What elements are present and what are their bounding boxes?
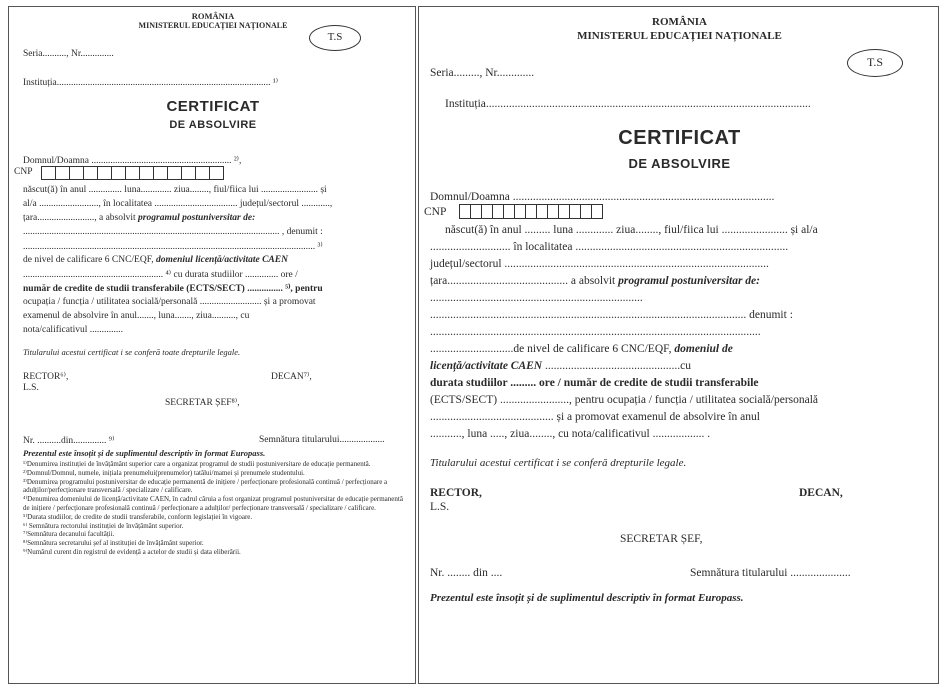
europass-statement: Prezentul este însoțit și de suplimentul descriptiv în format Europass. bbox=[430, 592, 744, 604]
footnote-item: ⁴⁾Denumirea domeniului de licență/activitate CAEN, în cadrul căruia a fost organizat programul postuniversitar de educație permanentă de inițiere / perfecționare profesională continuă / perfecționare a adulților/ perfecționare transversală / specializare / calificare. bbox=[23, 495, 403, 512]
holder-name-line: Domnul/Doamna ........................................................................................... bbox=[430, 191, 775, 203]
program-name-line: ............................................................................................................ , denumit : bbox=[23, 227, 323, 237]
rights-statement: Titularului acestui certificat i se conferă drepturile legale. bbox=[430, 457, 687, 469]
qualification-level-line: .............................de nivel de calificare 6 CNC/EQF, domeniul de bbox=[430, 343, 733, 355]
rights-statement: Titularului acestui certificat i se conferă toate drepturile legale. bbox=[23, 347, 241, 357]
qualification-level-line: de nivel de calificare 6 CNC/EQF, domeniul licență/activitate CAEN bbox=[23, 255, 288, 265]
parent-locality-line: al/a ........................., în localitatea ................................... județul/sectorul ............, bbox=[23, 199, 333, 209]
exam-line: ........................................... și a promovat examenul de absolvire în anul bbox=[430, 411, 760, 423]
footnote-item: ⁸⁾Semnătura secretarului șef al instituției de învățământ superior. bbox=[23, 539, 204, 548]
footnotes bbox=[23, 460, 409, 557]
ministry-heading: MINISTERUL EDUCAȚIEI NAȚIONALE bbox=[577, 30, 782, 42]
seal-label: L.S. bbox=[23, 383, 39, 393]
footnote-item: ⁶⁾ Semnătura rectorului instituției de învățământ superior. bbox=[23, 521, 184, 530]
chief-secretary-label: SECRETAR ȘEF, bbox=[620, 533, 703, 545]
institution-line: Instituția................................................................................................................. bbox=[445, 98, 811, 110]
holder-name-line: Domnul/Doamna ........................................................... ²⁾, bbox=[23, 156, 242, 166]
rector-label: RECTOR⁶⁾, bbox=[23, 372, 69, 382]
credits-line: (ECTS/SECT) ........................, pentru ocupația / funcția / utilitatea socială/personală bbox=[430, 394, 819, 406]
seal-label: L.S. bbox=[430, 501, 450, 513]
certificate-subtitle: DE ABSOLVIRE bbox=[628, 156, 731, 171]
footnote-item: ⁷⁾Semnătura decanului facultății. bbox=[23, 530, 115, 539]
institution-line: Instituția.......................................................................................... ¹⁾ bbox=[23, 78, 279, 88]
cnp-boxes bbox=[459, 204, 602, 219]
footnote-item: ³⁾Denumirea programului postuniversitar de educație permanentă de inițiere / perfecționare profesională continuă / perfecționare a adulților/perfecționare transversală / specializare / calificare. bbox=[23, 477, 388, 495]
country-heading: ROMÂNIA bbox=[191, 11, 235, 21]
country-program-line: țara.......................................... a absolvit programul postuniversitar de: bbox=[430, 275, 760, 287]
birth-line: născut(ă) în anul .............. luna............. ziua........, fiul/fiica lui ........................ și bbox=[23, 185, 327, 195]
ministry-heading: MINISTERUL EDUCAȚIEI NAȚIONALE bbox=[138, 21, 288, 30]
footnote-item: ¹⁾Denumirea instituției de învățământ superior care a organizat programul de studii postuniversitare de educație permanentă. bbox=[23, 460, 371, 468]
holder-signature-line: Semnătura titularului................... bbox=[259, 435, 385, 445]
grade-line: ..........., luna ....., ziua........, cu nota/calificativul .................. . bbox=[430, 428, 711, 440]
program-blank-line: .......................................................................... bbox=[430, 292, 643, 304]
rector-label: RECTOR, bbox=[430, 487, 482, 499]
certificate-title: CERTIFICAT bbox=[166, 98, 260, 115]
grade-line: nota/calificativul .............. bbox=[23, 325, 123, 335]
holder-signature-line: Semnătura titularului ..................... bbox=[690, 567, 851, 579]
field-line: licență/activitate CAEN ...............................................cu bbox=[430, 360, 691, 372]
certificate-subtitle: DE ABSOLVIRE bbox=[169, 119, 257, 131]
certificate-form-right bbox=[418, 6, 939, 684]
europass-statement: Prezentul este însoțit și de suplimentul descriptiv în format Europass. bbox=[23, 448, 266, 458]
footnote-item: ²⁾Domnul/Domnul, numele, inițiala prenumelui(prenumelor) tatălui/mamei și prenumele studentului. bbox=[23, 468, 305, 477]
locality-line: ............................ în localitatea .......................................................................... bbox=[430, 241, 789, 253]
birth-line: născut(ă) în anul ......... luna ............. ziua........, fiul/fiica lui ....................... și al/a bbox=[445, 224, 818, 236]
program-name-line: .............................................................................................................. denumit : bbox=[430, 309, 793, 321]
cnp-label: CNP bbox=[424, 206, 447, 218]
ts-badge: T.S bbox=[847, 49, 903, 77]
ts-badge: T.S bbox=[309, 25, 361, 51]
exam-line: examenul de absolvire în anul......., luna......., ziua.........., cu bbox=[23, 311, 250, 321]
occupation-line: ocupația / funcția / utilitatea socială/personală .......................... și a promovat bbox=[23, 297, 316, 307]
credits-line: număr de credite de studii transferabile (ECTS/SECT) ............... ⁵⁾, pentru bbox=[23, 284, 323, 294]
number-date-line: Nr. ..........din.............. ⁹⁾ bbox=[23, 436, 115, 446]
certificate-form-left bbox=[8, 6, 416, 684]
footnote-item: ⁵⁾Durata studiilor, de credite de studii transferabile, conform legislației în vigoare. bbox=[23, 512, 253, 521]
series-number-line: Seria........., Nr............. bbox=[430, 67, 535, 79]
dean-label: DECAN⁷⁾, bbox=[271, 372, 312, 382]
series-number-line: Seria.........., Nr.............. bbox=[23, 49, 114, 59]
duration-line: ........................................................... ⁴⁾ cu durata studiilor .............. ore / bbox=[23, 270, 298, 280]
duration-line: durata studiilor ......... ore / număr de credite de studii transferabile bbox=[430, 377, 759, 389]
cnp-boxes bbox=[41, 166, 223, 180]
certificate-title: CERTIFICAT bbox=[618, 127, 741, 149]
number-date-line: Nr. ........ din .... bbox=[430, 567, 503, 579]
cnp-label: CNP bbox=[14, 167, 33, 177]
program-blank-line: ........................................................................................................................... ³⁾ bbox=[23, 242, 323, 252]
program-extra-line: ................................................................................................................... bbox=[430, 326, 761, 338]
dean-label: DECAN, bbox=[799, 487, 843, 499]
country-heading: ROMÂNIA bbox=[652, 16, 707, 28]
footnote-item: ⁹⁾Numărul curent din registrul de evidență a actelor de studii și data eliberării. bbox=[23, 547, 241, 556]
country-program-line: țara........................, a absolvit programul postuniversitar de: bbox=[23, 213, 256, 223]
county-line: județul/sectorul ............................................................................................ bbox=[430, 258, 769, 270]
chief-secretary-label: SECRETAR ȘEF⁸⁾, bbox=[165, 398, 240, 408]
